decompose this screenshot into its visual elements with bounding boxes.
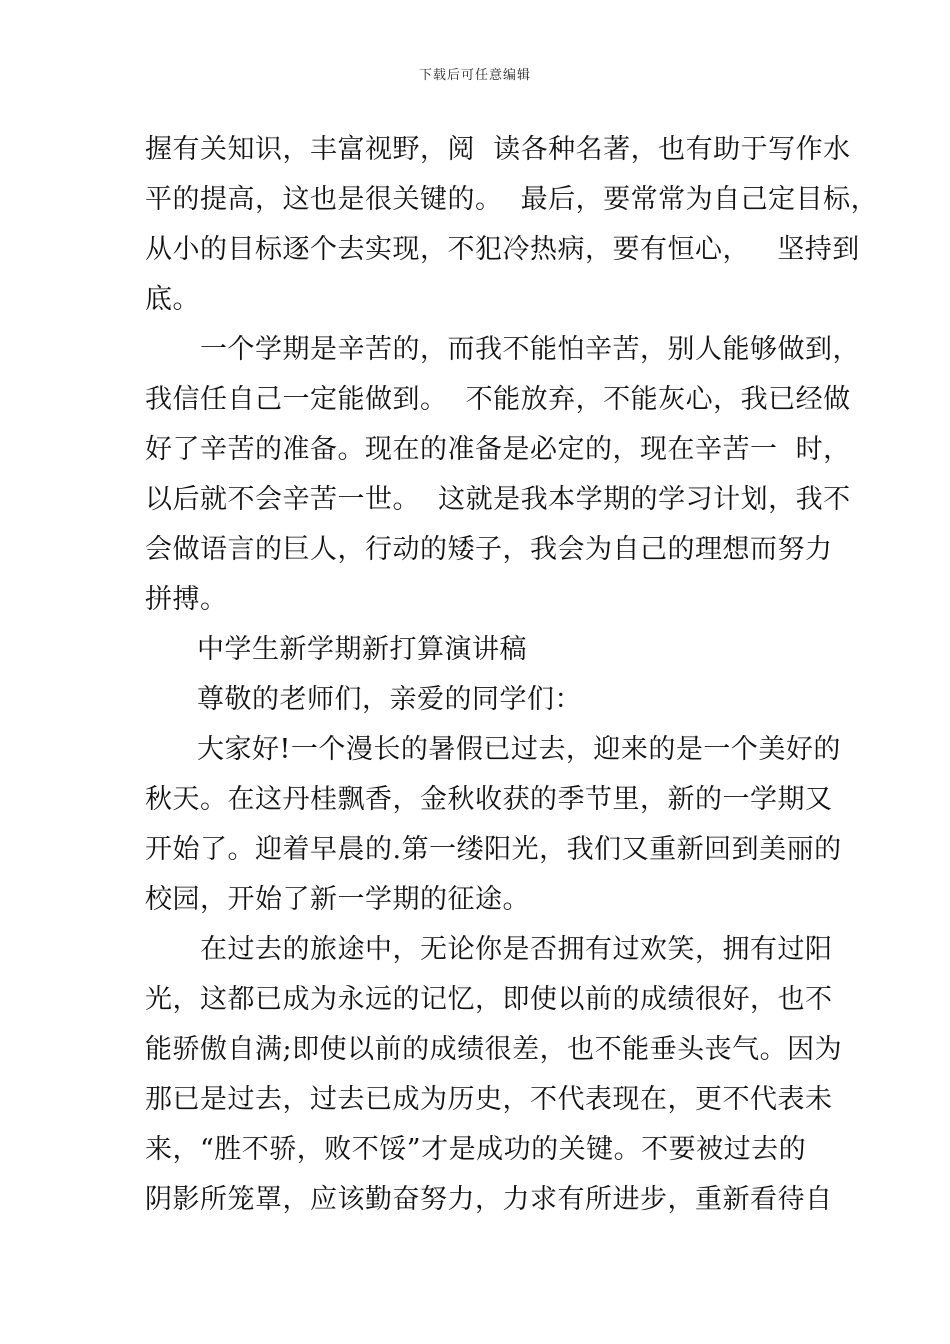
text-line: 从小的目标逐个去实现，不犯冷热病，要有恒心， 坚持到 xyxy=(145,234,860,265)
text-line: 拼搏。 xyxy=(145,584,228,615)
text-line: 我信任自己一定能做到。 不能放弃，不能灰心，我已经做 xyxy=(145,384,851,415)
text-line: 光，这都已成为永远的记忆，即使以前的成绩很好，也不 xyxy=(145,984,833,1015)
text-line: 以后就不会辛苦一世。 这就是我本学期的学习计划，我不 xyxy=(145,484,851,515)
document-body xyxy=(145,125,879,1225)
text-line: 那已是过去，过去已成为历史，不代表现在，更不代表未 xyxy=(145,1084,833,1115)
text-line: 开始了。迎着早晨的.第一缕阳光，我们又重新回到美丽的 xyxy=(145,834,842,865)
text-line: 阴影所笼罩，应该勤奋努力，力求有所进步，重新看待自 xyxy=(145,1184,833,1215)
text-line: 校园，开始了新一学期的征途。 xyxy=(145,884,530,915)
page-header: 下载后可任意编辑 xyxy=(418,68,531,83)
text-line: 平的提高，这也是很关键的。 最后，要常常为自己定目标， xyxy=(145,184,879,215)
paragraph-first-line: 大家好!一个漫长的暑假已过去，迎来的是一个美好的 xyxy=(197,734,841,765)
paragraph-first-line: 一个学期是辛苦的，而我不能怕辛苦，别人能够做到， xyxy=(200,334,860,365)
text-line: 会做语言的巨人，行动的矮子，我会为自己的理想而努力 xyxy=(145,534,833,565)
paragraph-first-line: 在过去的旅途中，无论你是否拥有过欢笑，拥有过阳 xyxy=(200,934,833,965)
text-line: 握有关知识，丰富视野，阅 读各种名著，也有助于写作水 xyxy=(145,134,851,165)
salutation: 尊敬的老师们，亲爱的同学们： xyxy=(197,684,582,715)
text-line: 能骄傲自满;即使以前的成绩很差，也不能垂头丧气。因为 xyxy=(145,1034,843,1065)
speech-title: 中学生新学期新打算演讲稿 xyxy=(197,634,527,665)
text-line: 底。 xyxy=(145,284,200,315)
text-line: 好了辛苦的准备。现在的准备是必定的，现在辛苦一 时， xyxy=(145,434,851,465)
text-line: 秋天。在这丹桂飘香，金秋收获的季节里，新的一学期又 xyxy=(145,784,833,815)
text-line: 来，“胜不骄，败不馁”才是成功的关键。不要被过去的 xyxy=(145,1134,807,1165)
